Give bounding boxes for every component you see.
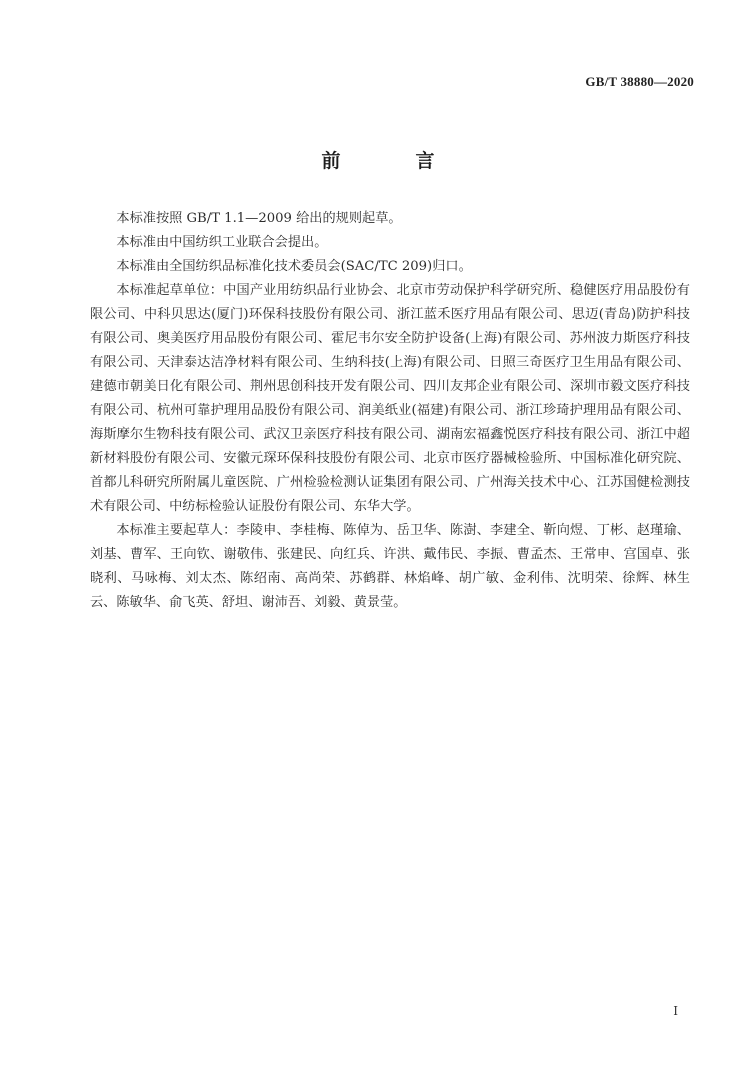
paragraph-main-drafters: 本标准主要起草人：李陵申、李桂梅、陈倬为、岳卫华、陈澍、李建全、靳向煜、丁彬、赵瑾瑜、刘基、曹军、王向钦、谢敬伟、张建民、向红兵、许洪、戴伟民、李振、曹孟杰、王常申、宫国卓、张晓利、马咏梅、刘太杰、陈绍南、高尚荣、苏鹤群、林焰峰、胡广敏、金利伟、沈明荣、徐辉、林生云、陈敏华、俞飞英、舒坦、谢沛吾、刘毅、黄景莹。	[90, 523, 690, 610]
paragraph-managed-by: 本标准由全国纺织品标准化技术委员会(SAC/TC 209)归口。	[116, 259, 472, 274]
foreword-body	[90, 207, 690, 615]
paragraph-drafting-units: 本标准起草单位：中国产业用纺织品行业协会、北京市劳动保护科学研究所、稳健医疗用品股份有限公司、中科贝思达(厦门)环保科技股份有限公司、浙江蓝禾医疗用品有限公司、思迈(青岛)防护科技有限公司、奥美医疗用品股份有限公司、霍尼韦尔安全防护设备(上海)有限公司、苏州波力斯医疗科技有限公司、天津泰达洁净材料有限公司、生纳科技(上海)有限公司、日照三奇医疗卫生用品有限公司、建德市朝美日化有限公司、荆州思创科技开发有限公司、四川友邦企业有限公司、深圳市毅文医疗科技有限公司、杭州可靠护理用品股份有限公司、润美纸业(福建)有限公司、浙江珍琦护理用品有限公司、海斯摩尔生物科技有限公司、武汉卫亲医疗科技有限公司、湖南宏福鑫悦医疗科技有限公司、浙江中超新材料股份有限公司、安徽元琛环保科技股份有限公司、北京市医疗器械检验所、中国标准化研究院、首都儿科研究所附属儿童医院、广州检验检测认证集团有限公司、广州海关技术中心、江苏国健检测技术有限公司、中纺标检验认证股份有限公司、东华大学。	[90, 283, 690, 514]
paragraph-proposed-by: 本标准由中国纺织工业联合会提出。	[116, 235, 328, 250]
standard-code: GB/T 38880—2020	[585, 74, 694, 89]
page-number: I	[673, 1004, 678, 1018]
paragraph-drafting-rules: 本标准按照 GB/T 1.1—2009 给出的规则起草。	[116, 211, 402, 226]
page-title: 前 言	[321, 150, 463, 172]
